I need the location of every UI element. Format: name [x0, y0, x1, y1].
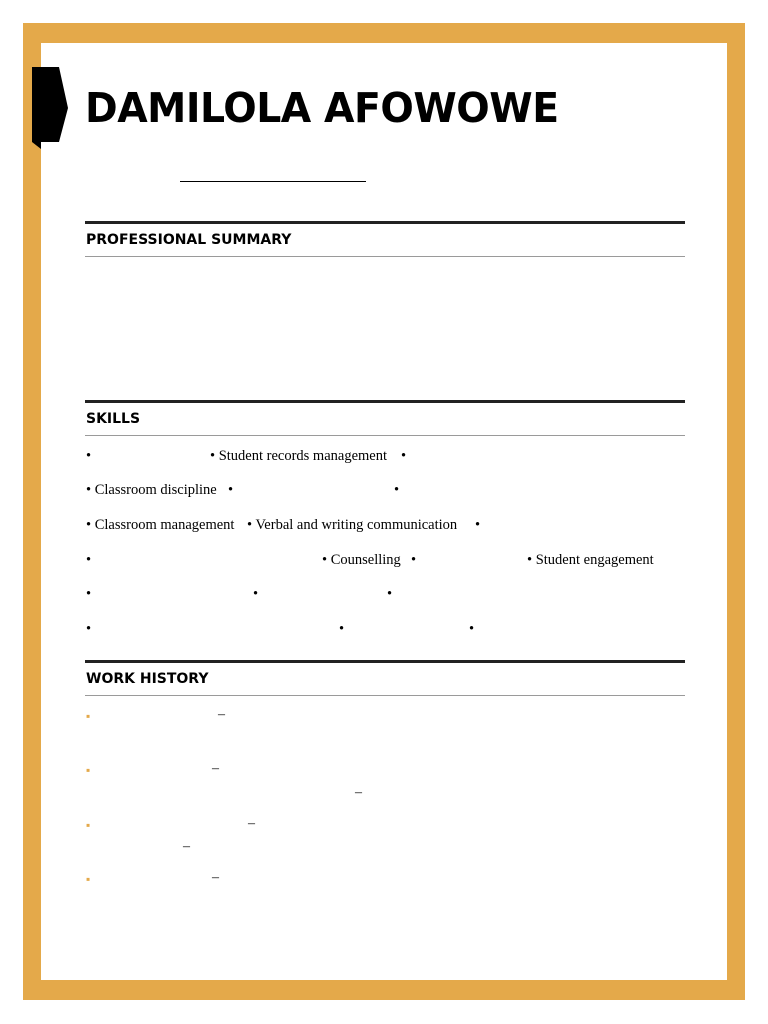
skill-item: • Classroom discipline [86, 482, 217, 498]
date-separator: – [248, 816, 255, 831]
work-item-bullet: ▪ [86, 818, 91, 832]
work-item-bullet: ▪ [86, 872, 91, 886]
skill-item: • Counselling [322, 552, 401, 568]
date-separator: – [212, 761, 219, 776]
skill-bullet: • [228, 482, 234, 498]
skill-bullet: • [475, 517, 481, 533]
skill-item: • Classroom management [86, 517, 235, 533]
work-item-bullet: ▪ [86, 709, 91, 723]
skill-bullet: • [394, 482, 400, 498]
skill-bullet: • [86, 448, 92, 464]
skill-bullet: • [253, 586, 259, 602]
skill-item: • Student engagement [527, 552, 654, 568]
skill-bullet: • [86, 586, 92, 602]
skill-bullet: • [86, 552, 92, 568]
skill-bullet: • [401, 448, 407, 464]
skill-bullet: • [86, 621, 92, 637]
work-item-bullet: ▪ [86, 763, 91, 777]
contact-line [180, 181, 366, 182]
skill-item: • Verbal and writing communication [247, 517, 458, 533]
date-separator: – [183, 839, 190, 854]
skill-bullet: • [469, 621, 475, 637]
skills-heading: SKILLS [86, 411, 141, 427]
date-separator: – [355, 785, 362, 800]
header-tab-marker [32, 67, 68, 149]
skill-bullet: • [387, 586, 393, 602]
work-history-heading: WORK HISTORY [86, 671, 209, 687]
skill-bullet: • [411, 552, 417, 568]
section-rule [85, 221, 685, 224]
section-rule [85, 660, 685, 663]
section-underline [85, 435, 685, 436]
section-rule [85, 400, 685, 403]
date-separator: – [218, 707, 225, 722]
skill-item: • Student records management [210, 448, 388, 464]
summary-heading: PROFESSIONAL SUMMARY [86, 232, 292, 248]
candidate-name: DAMILOLA AFOWOWE [85, 84, 559, 132]
section-underline [85, 256, 685, 257]
section-underline [85, 695, 685, 696]
date-separator: – [212, 870, 219, 885]
skill-bullet: • [339, 621, 345, 637]
resume-sheet [41, 43, 727, 980]
